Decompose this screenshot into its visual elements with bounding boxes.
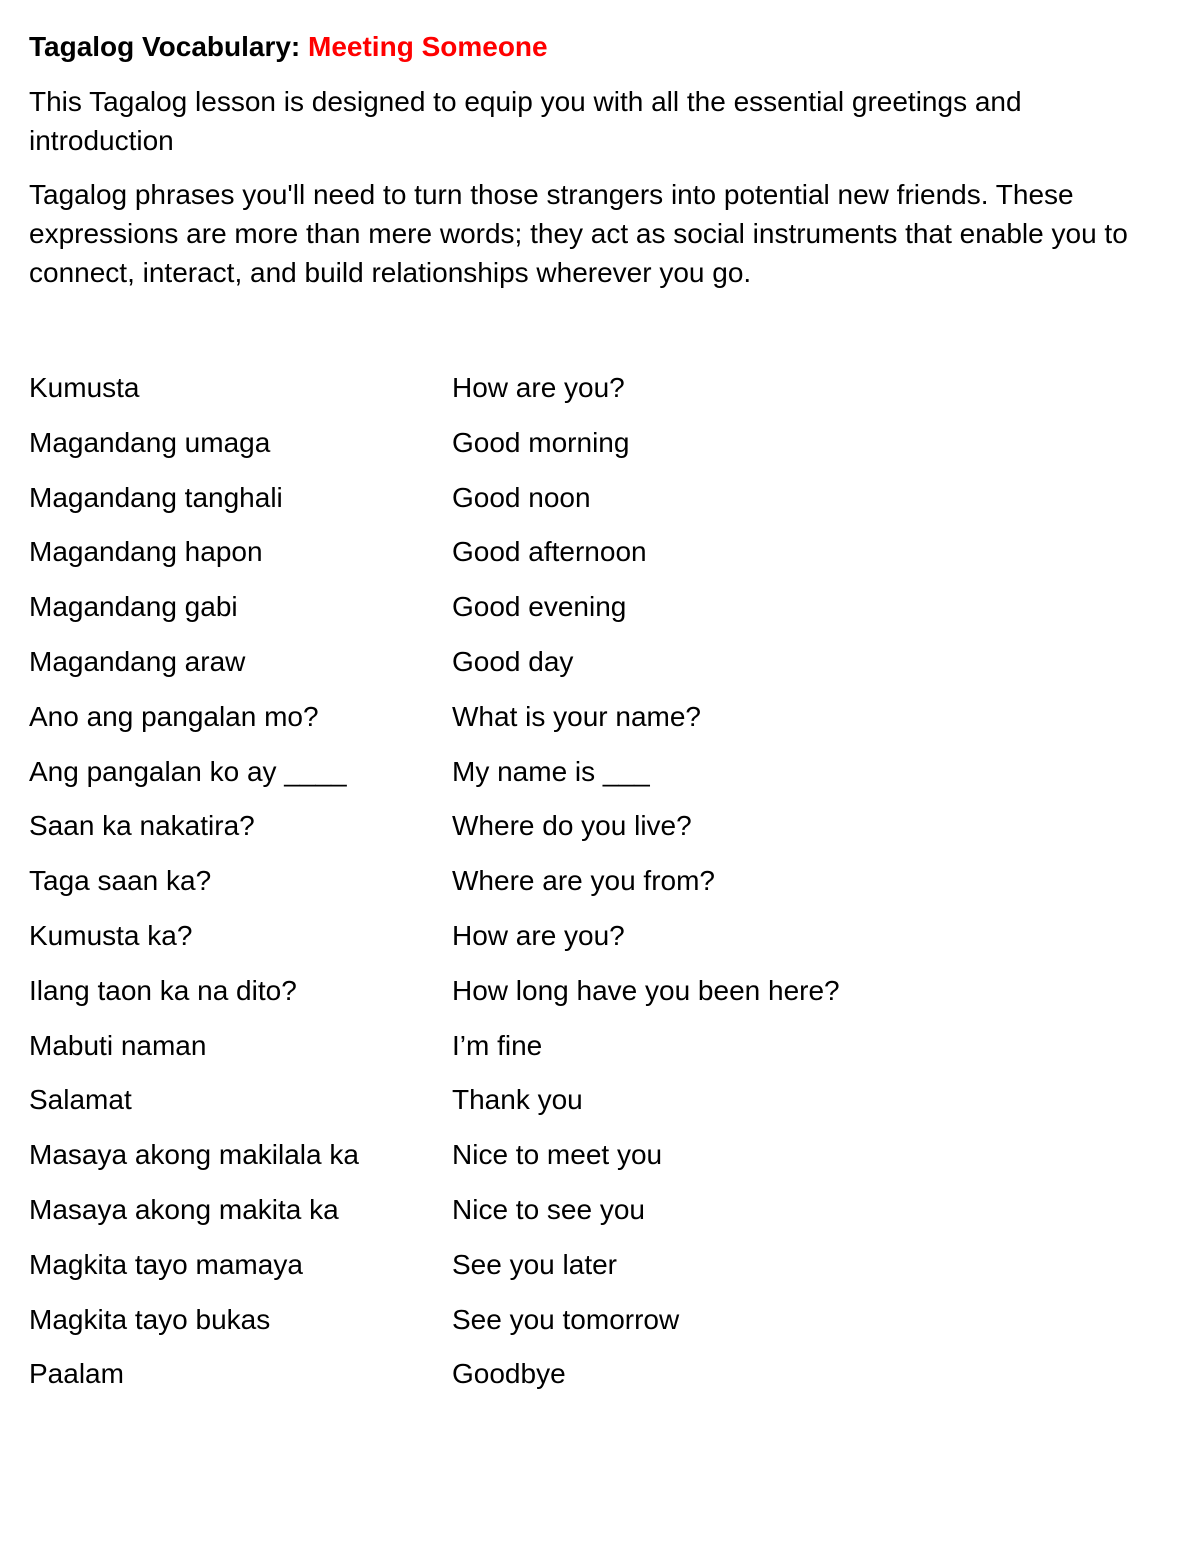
vocabulary-row xyxy=(29,809,1169,864)
tagalog-phrase: Paalam xyxy=(29,1358,124,1390)
vocabulary-row xyxy=(29,1357,1169,1412)
title-prefix: Tagalog Vocabulary: xyxy=(29,31,309,62)
english-translation: Thank you xyxy=(452,1084,583,1116)
vocabulary-row xyxy=(29,1138,1169,1193)
english-translation: How long have you been here? xyxy=(452,974,840,1006)
vocabulary-row xyxy=(29,974,1169,1029)
vocabulary-row xyxy=(29,590,1169,645)
tagalog-phrase: Ano ang pangalan mo? xyxy=(29,700,319,732)
vocabulary-row xyxy=(29,864,1169,919)
english-translation: See you later xyxy=(452,1248,617,1280)
tagalog-phrase: Magandang umaga xyxy=(29,426,271,458)
english-translation: How are you? xyxy=(452,372,625,403)
english-translation: Good day xyxy=(452,645,574,677)
tagalog-phrase: Kumusta xyxy=(29,372,140,403)
english-translation: How are you? xyxy=(452,919,625,951)
tagalog-phrase: Masaya akong makita ka xyxy=(29,1193,339,1225)
tagalog-phrase: Magkita tayo mamaya xyxy=(29,1248,303,1280)
english-translation: Good noon xyxy=(452,481,591,513)
english-translation: Good evening xyxy=(452,591,627,623)
tagalog-phrase: Magandang gabi xyxy=(29,591,238,623)
tagalog-phrase: Kumusta ka? xyxy=(29,919,193,951)
tagalog-phrase: Magandang hapon xyxy=(29,536,263,568)
vocabulary-row xyxy=(29,755,1169,810)
tagalog-phrase: Ilang taon ka na dito? xyxy=(29,974,297,1006)
english-translation: Good morning xyxy=(452,426,630,458)
english-translation: Nice to meet you xyxy=(452,1139,663,1171)
tagalog-phrase: Salamat xyxy=(29,1084,132,1116)
english-translation: What is your name? xyxy=(452,700,701,732)
tagalog-phrase: Taga saan ka? xyxy=(29,865,212,897)
tagalog-phrase: Ang pangalan ko ay ____ xyxy=(29,755,347,787)
english-translation: See you tomorrow xyxy=(452,1303,680,1335)
tagalog-phrase: Masaya akong makilala ka xyxy=(29,1139,359,1171)
vocabulary-row xyxy=(29,1303,1169,1358)
document-page xyxy=(29,28,1169,1412)
title-highlight: Meeting Someone xyxy=(308,31,548,62)
english-translation: Goodbye xyxy=(452,1358,566,1390)
vocabulary-row xyxy=(29,535,1169,590)
vocabulary-row xyxy=(29,1083,1169,1138)
english-translation: Good afternoon xyxy=(452,536,647,568)
vocabulary-list xyxy=(29,371,1169,1412)
page-title xyxy=(29,28,1169,66)
english-translation: I’m fine xyxy=(452,1029,543,1061)
tagalog-phrase: Magandang araw xyxy=(29,645,246,677)
vocabulary-row xyxy=(29,645,1169,700)
vocabulary-row xyxy=(29,1029,1169,1084)
english-translation: Where do you live? xyxy=(452,810,692,842)
intro-paragraph: This Tagalog lesson is designed to equip you with all the essential greetings and introduction xyxy=(29,86,1022,156)
vocabulary-row xyxy=(29,919,1169,974)
vocabulary-row xyxy=(29,1193,1169,1248)
tagalog-phrase: Magkita tayo bukas xyxy=(29,1303,271,1335)
vocabulary-row xyxy=(29,1248,1169,1303)
english-translation: Where are you from? xyxy=(452,865,715,897)
tagalog-phrase: Magandang tanghali xyxy=(29,481,283,513)
english-translation: Nice to see you xyxy=(452,1193,645,1225)
vocabulary-row xyxy=(29,700,1169,755)
vocabulary-row xyxy=(29,371,1169,426)
description-paragraph: Tagalog phrases you'll need to turn those strangers into potential new friends. These expressions are more than mere words; they act as social instruments that enable you to connect, interact, and build relationships wherever you go. xyxy=(29,179,1128,288)
english-translation: My name is ___ xyxy=(452,755,650,787)
tagalog-phrase: Mabuti naman xyxy=(29,1029,207,1061)
vocabulary-row xyxy=(29,426,1169,481)
tagalog-phrase: Saan ka nakatira? xyxy=(29,810,255,842)
vocabulary-row xyxy=(29,481,1169,536)
